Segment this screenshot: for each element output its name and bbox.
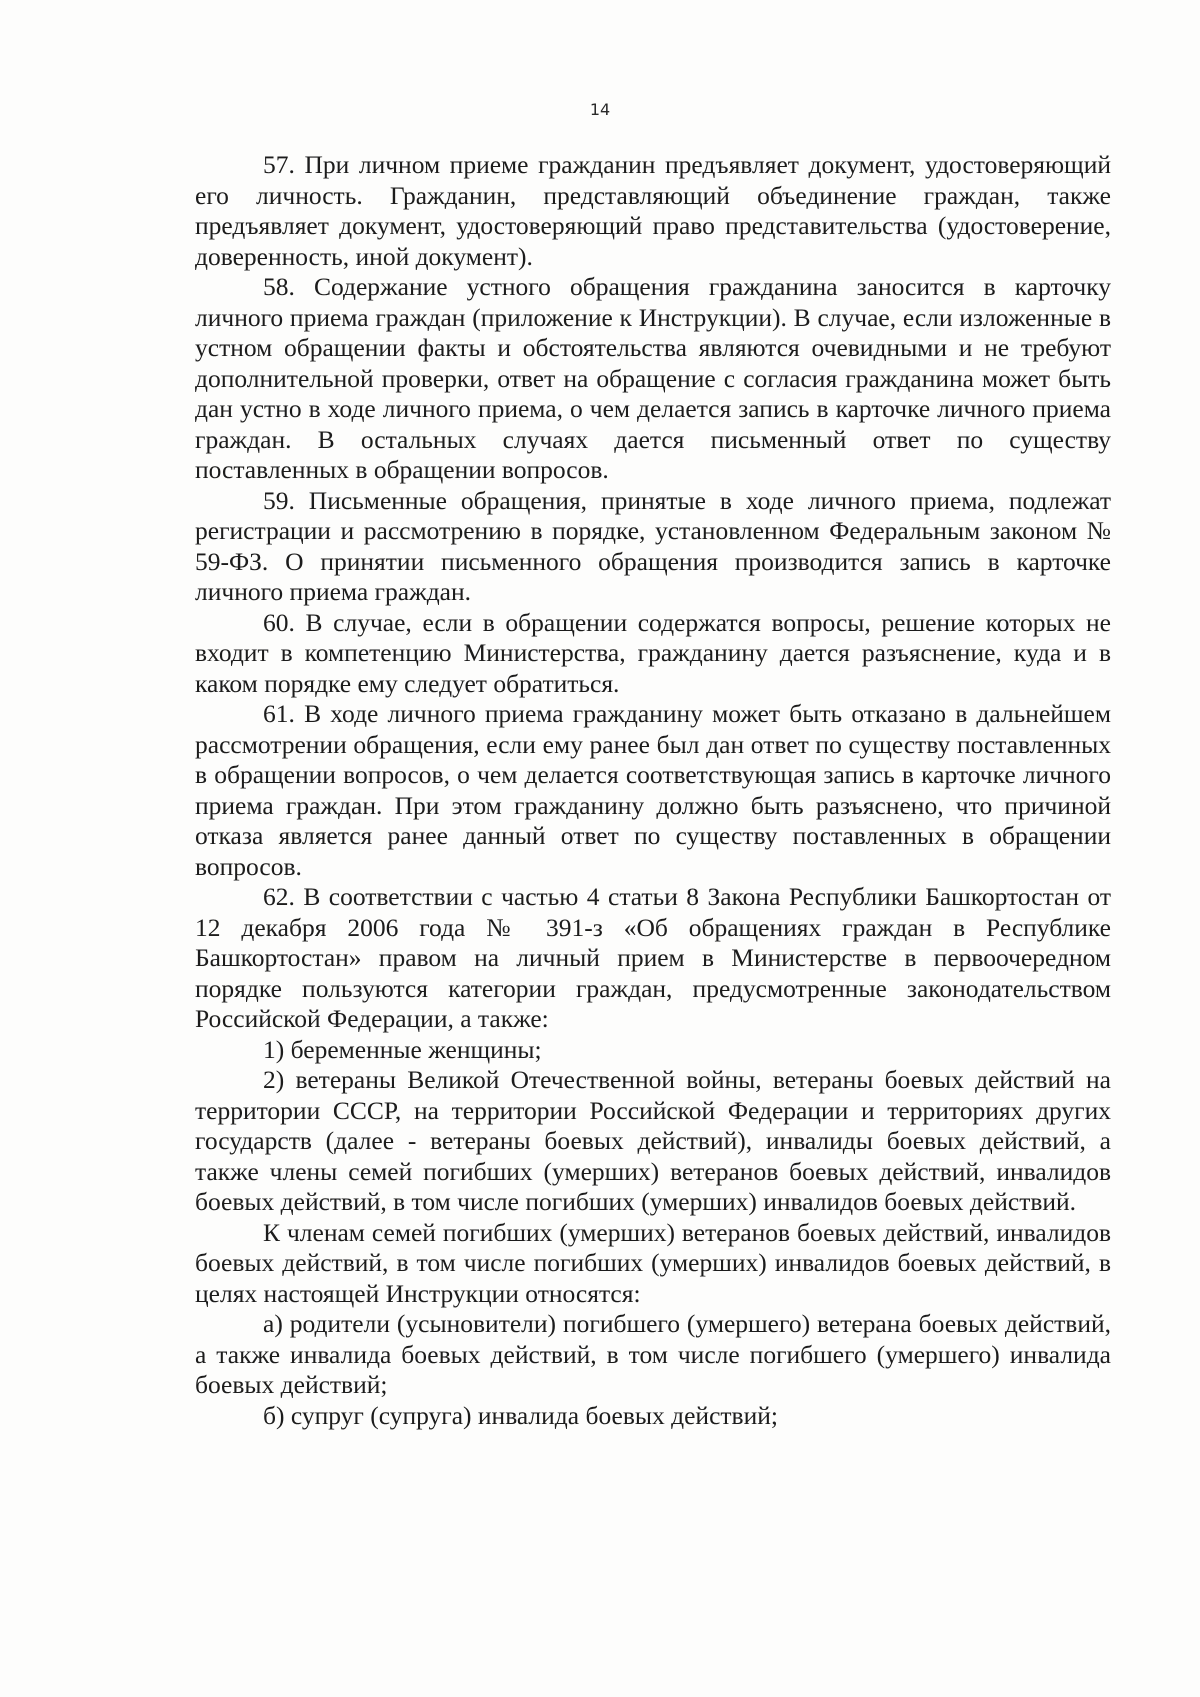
list-item-2: 2) ветераны Великой Отечественной войны, ветераны боевых действий на территории СССР, на территории Российской Федерации и территориях других государств (далее - ветераны боевых действий), инвалиды боевых действий, а также члены семей погибших (умерших) ветеранов боевых действий, инвалидов боевых действий, в том числе погибших (умерших) инвалидов боевых действий. [195,1065,1111,1216]
paragraph-family-members: К членам семей погибших (умерших) ветеранов боевых действий, инвалидов боевых действий, в том числе погибших (умерших) инвалидов боевых действий, в целях настоящей Инструкции относятся: [195,1217,1111,1308]
paragraph-62: 62. В соответствии с частью 4 статьи 8 Закона Республики Башкортостан от 12 декабря 2006 года № 391-з «Об обращениях граждан в Республике Башкортостан» правом на личный прием в Министерстве в первоочередном порядке пользуются категории граждан, предусмотренные законодательством Российской Федерации, а также: [195,882,1111,1033]
paragraph-59: 59. Письменные обращения, принятые в ходе личного приема, подлежат регистрации и рассмотрению в порядке, установленном Федеральным законом № 59-ФЗ. О принятии письменного обращения производится запись в карточке личного приема граждан. [195,485,1111,606]
document-body [195,150,1111,1431]
list-item-1: 1) беременные женщины; [263,1034,542,1064]
paragraph-60: 60. В случае, если в обращении содержатся вопросы, решение которых не входит в компетенцию Министерства, гражданину дается разъяснение, куда и в каком порядке ему следует обратиться. [195,607,1111,698]
paragraph-61: 61. В ходе личного приема гражданину может быть отказано в дальнейшем рассмотрении обращения, если ему ранее был дан ответ по существу поставленных в обращении вопросов, о чем делается соответствующая запись в карточке личного приема граждан. При этом гражданину должно быть разъяснено, что причиной отказа является ранее данный ответ по существу поставленных в обращении вопросов. [195,699,1111,881]
paragraph-57: 57. При личном приеме гражданин предъявляет документ, удостоверяющий его личность. Гражданин, представляющий объединение граждан, также предъявляет документ, удостоверяющий право представительства (удостоверение, доверенность, иной документ). [195,150,1111,271]
page-number: 14 [589,100,611,119]
list-item-a: а) родители (усыновители) погибшего (умершего) ветерана боевых действий, а также инвалида боевых действий, в том числе погибшего (умершего) инвалида боевых действий; [195,1309,1111,1399]
list-item-b: б) супруг (супруга) инвалида боевых действий; [263,1400,778,1430]
paragraph-58: 58. Содержание устного обращения гражданина заносится в карточку личного приема граждан (приложение к Инструкции). В случае, если изложенные в устном обращении факты и обстоятельства являются очевидными и не требуют дополнительной проверки, ответ на обращение с согласия гражданина может быть дан устно в ходе личного приема, о чем делается запись в карточке личного приема граждан. В остальных случаях дается письменный ответ по существу поставленных в обращении вопросов. [195,272,1111,484]
